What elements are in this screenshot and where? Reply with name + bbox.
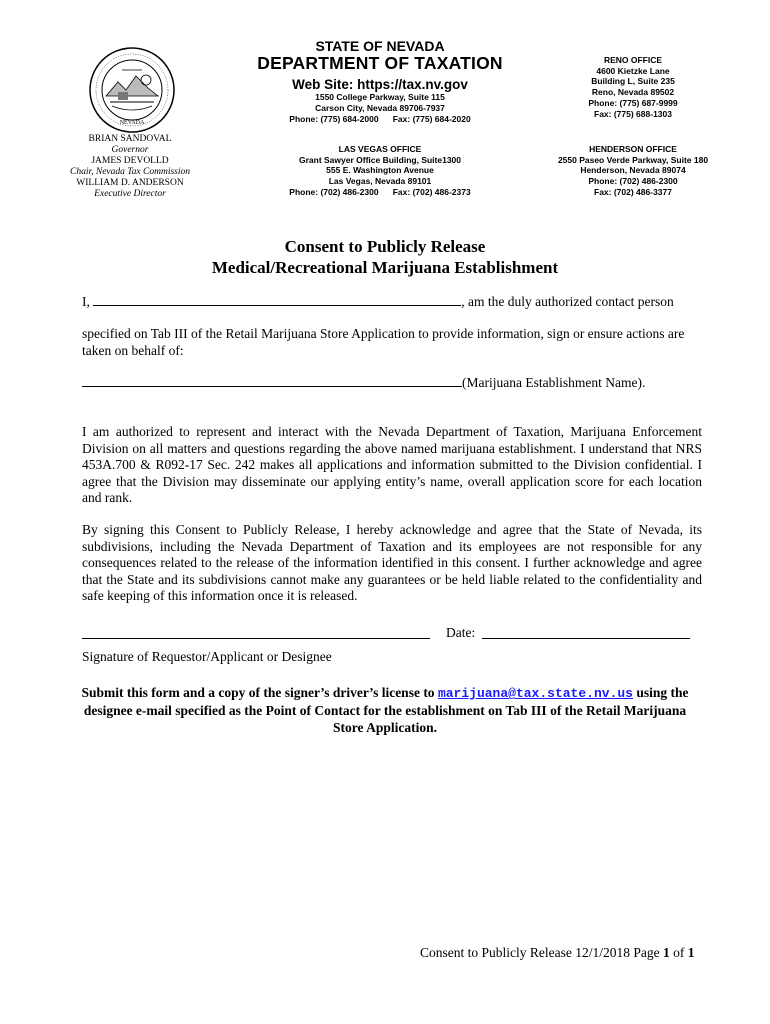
carson-phone-fax: Phone: (775) 684-2000 Fax: (775) 684-2020 bbox=[289, 114, 471, 124]
henderson-office-line: 2550 Paseo Verde Parkway, Suite 180 bbox=[557, 154, 709, 165]
date-field[interactable] bbox=[482, 638, 690, 639]
reno-office bbox=[548, 55, 718, 119]
henderson-office bbox=[548, 144, 718, 198]
chair-title: Chair, Nevada Tax Commission bbox=[70, 167, 190, 177]
henderson-office-line: Phone: (702) 486-2300 bbox=[588, 176, 678, 187]
las-vegas-office-line: Grant Sawyer Office Building, Suite1300 bbox=[298, 154, 462, 165]
governor-title: Governor bbox=[111, 145, 149, 155]
reno-office-line: Reno, Nevada 89502 bbox=[591, 87, 675, 98]
governor-name: BRIAN SANDOVAL bbox=[88, 134, 172, 144]
las-vegas-office bbox=[260, 144, 500, 198]
page-total: 1 bbox=[687, 945, 695, 960]
page-footer bbox=[420, 945, 694, 961]
submit-instructions bbox=[70, 684, 700, 736]
las-vegas-office-line: 555 E. Washington Avenue bbox=[326, 165, 434, 176]
reno-office-title: RENO OFFICE bbox=[603, 55, 663, 65]
establishment-name-field[interactable] bbox=[82, 376, 462, 387]
reno-office-line: 4600 Kietzke Lane bbox=[596, 65, 670, 76]
henderson-office-title: HENDERSON OFFICE bbox=[589, 144, 677, 154]
state-name: STATE OF NEVADA bbox=[315, 38, 445, 54]
reno-office-line: Phone: (775) 687-9999 bbox=[588, 97, 678, 108]
footer-text: Consent to Publicly Release 12/1/2018 Page bbox=[420, 945, 663, 960]
carson-address-1: 1550 College Parkway, Suite 115 bbox=[315, 92, 445, 102]
las-vegas-office-line: Phone: (702) 486-2300 Fax: (702) 486-2373 bbox=[289, 186, 471, 197]
date-label: Date: bbox=[446, 625, 476, 640]
henderson-office-line: Henderson, Nevada 89074 bbox=[580, 165, 686, 176]
reno-office-line: Building L, Suite 235 bbox=[591, 76, 675, 87]
officials-list bbox=[60, 134, 200, 200]
chair-name: JAMES DEVOLLD bbox=[91, 156, 169, 166]
las-vegas-office-line: Las Vegas, Nevada 89101 bbox=[328, 176, 432, 187]
department-name: DEPARTMENT OF TAXATION bbox=[257, 53, 503, 73]
form-title-line-1: Consent to Publicly Release bbox=[284, 237, 486, 256]
authorization-scope-text: specified on Tab III of the Retail Marijuana Store Application to provide information, sign or ensure actions are taken on behalf of: bbox=[82, 326, 685, 358]
form-title-line-2: Medical/Recreational Marijuana Establishment bbox=[211, 258, 559, 277]
para1-suffix: , am the duly authorized contact person bbox=[461, 294, 674, 309]
reno-office-line: Fax: (775) 688-1303 bbox=[594, 108, 672, 119]
contact-person-line bbox=[82, 294, 702, 311]
authorization-paragraph: I am authorized to represent and interact with the Nevada Department of Taxation, Marijuana Enforcement Division on all matters and questions regarding the above named marijuana establishment. I understand that NRS 453A.700 & R092-17 Sec. 242 makes all applications and information submitted to the Division confidential. I agree that the Division may disseminate our applying entity’s name, overall application score for each location and rank. bbox=[82, 424, 702, 505]
acknowledgement-paragraph: By signing this Consent to Publicly Release, I hereby acknowledge and agree that the State of Nevada, its subdivisions, including the Nevada Department of Taxation and its employees are not responsible for any consequences related to the release of the information identified in this consent. I further acknowledge and agree that the State and its subdivisions cannot make any guarantees or be held liable related to the confidentiality and safe keeping of this information once it is released. bbox=[82, 522, 702, 603]
footer-of: of bbox=[669, 945, 688, 960]
form-title bbox=[0, 236, 770, 278]
director-name: WILLIAM D. ANDERSON bbox=[76, 178, 184, 188]
carson-address-2: Carson City, Nevada 89706-7937 bbox=[315, 103, 445, 113]
contact-name-field[interactable] bbox=[93, 295, 461, 306]
submit-text-before: Submit this form and a copy of the signer’s driver’s license to bbox=[81, 685, 438, 700]
director-title: Executive Director bbox=[94, 189, 166, 199]
henderson-office-line: Fax: (702) 486-3377 bbox=[594, 186, 672, 197]
las-vegas-office-title: LAS VEGAS OFFICE bbox=[338, 144, 422, 154]
page-number: 1 bbox=[662, 945, 670, 960]
para1-prefix: I, bbox=[82, 294, 90, 309]
website-line: Web Site: https://tax.nv.gov bbox=[292, 77, 468, 92]
submit-text-after: using the designee e-mail specified as the Point of Contact for the establishment on Tab III of the Retail Marijuana Store Application. bbox=[83, 685, 689, 735]
nevada-state-seal bbox=[88, 46, 176, 134]
establishment-name-line bbox=[82, 375, 702, 392]
para3-suffix: (Marijuana Establishment Name). bbox=[462, 375, 646, 390]
signature-label: Signature of Requestor/Applicant or Designee bbox=[82, 649, 332, 664]
email-link[interactable]: marijuana@tax.state.nv.us bbox=[437, 686, 633, 701]
signature-field[interactable] bbox=[82, 638, 430, 639]
svg-text:NEVADA: NEVADA bbox=[119, 120, 145, 126]
